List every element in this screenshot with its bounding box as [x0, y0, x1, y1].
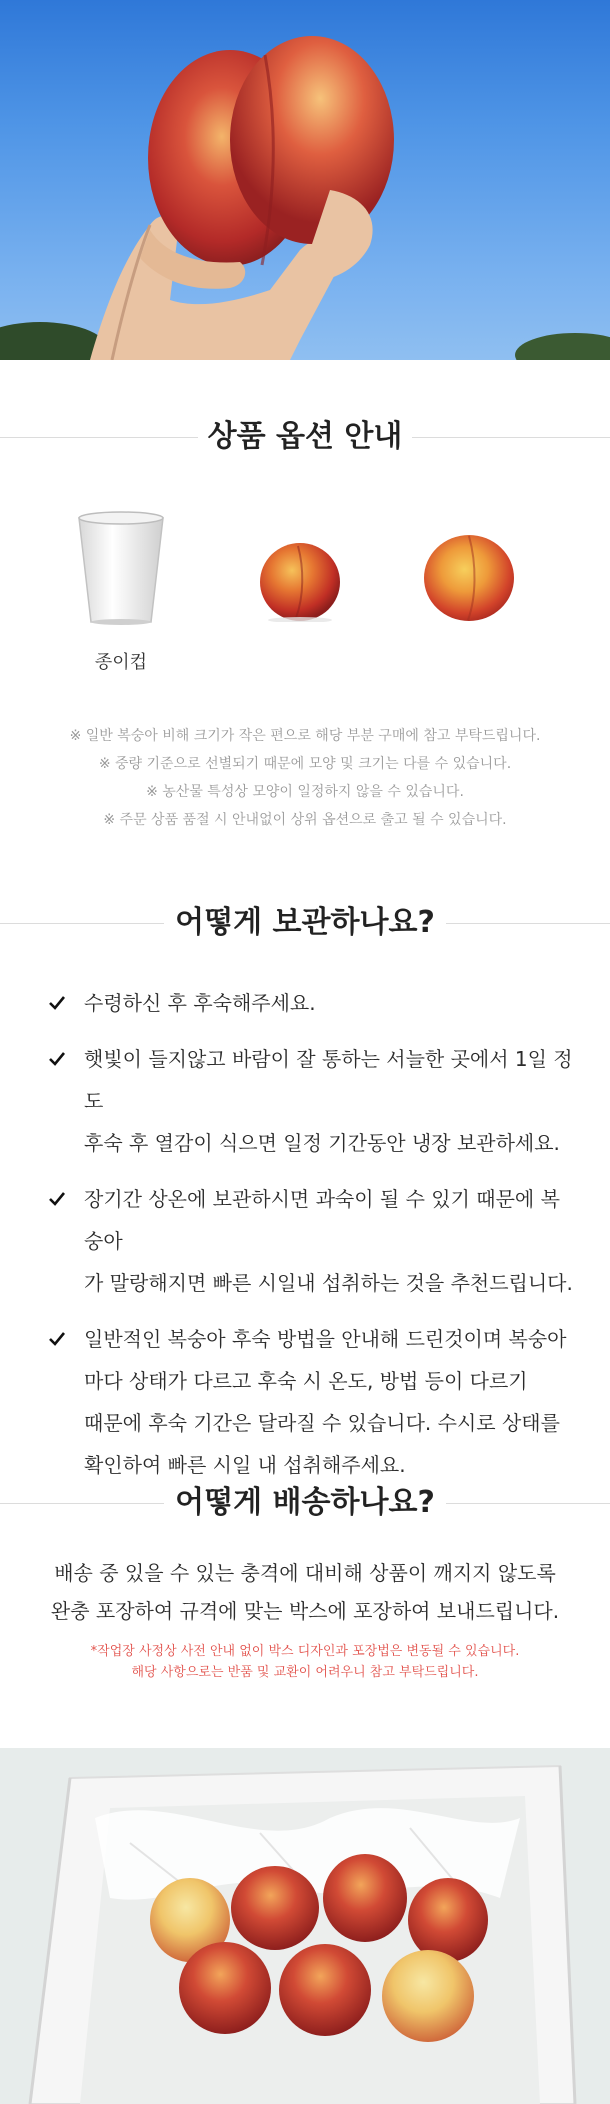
- storage-tip-text: 마다 상태가 다르고 후숙 시 온도, 방법 등이 다르기: [84, 1369, 528, 1393]
- note-line: ※ 농산물 특성상 모양이 일정하지 않을 수 있습니다.: [146, 784, 464, 800]
- large-peach-icon: [422, 530, 516, 624]
- options-notes: [0, 722, 610, 834]
- storage-tip-text: 장기간 상온에 보관하시면 과숙이 될 수 있기 때문에 복숭아: [84, 1187, 560, 1253]
- shipping-notice: [0, 1641, 610, 1683]
- check-icon: [48, 1330, 66, 1348]
- shipping-notice-line: 해당 사항으로는 반품 및 교환이 어려우니 참고 부탁드립니다.: [131, 1665, 479, 1680]
- shipping-line: 완충 포장하여 규격에 맞는 박스에 포장하여 보내드립니다.: [50, 1599, 560, 1623]
- option-label-paper-cup: 종이컵: [94, 652, 148, 673]
- check-icon: [48, 994, 66, 1012]
- note-line: ※ 중량 기준으로 선별되기 때문에 모양 및 크기는 다를 수 있습니다.: [98, 756, 512, 772]
- storage-section-header: [0, 898, 610, 948]
- storage-tip-text: 후숙 후 열감이 식으면 일정 기간동안 냉장 보관하세요.: [84, 1131, 560, 1155]
- shipping-description: [0, 1554, 610, 1630]
- check-icon: [48, 1050, 66, 1068]
- note-line: ※ 일반 복숭아 비해 크기가 작은 편으로 해당 부분 구매에 참고 부탁드립니다.: [69, 728, 541, 744]
- storage-tip-text: 가 말랑해지면 빠른 시일내 섭취하는 것을 추천드립니다.: [84, 1271, 573, 1295]
- storage-tip: [48, 1318, 578, 1486]
- storage-tip-text: 확인하여 빠른 시일 내 섭취해주세요.: [84, 1453, 406, 1477]
- note-line: ※ 주문 상품 품절 시 안내없이 상위 옵션으로 출고 될 수 있습니다.: [103, 812, 507, 828]
- small-peach-icon: [258, 538, 342, 622]
- storage-tip: [48, 1038, 578, 1164]
- storage-tip-text: 수령하신 후 후숙해주세요.: [84, 991, 316, 1015]
- storage-tip-text: 때문에 후숙 기간은 달라질 수 있습니다. 수시로 상태를: [84, 1411, 560, 1435]
- check-icon: [48, 1190, 66, 1208]
- storage-title: 어떻게 보관하나요?: [175, 905, 435, 940]
- storage-tip-text: 일반적인 복숭아 후숙 방법을 안내해 드린것이며 복숭아: [84, 1327, 567, 1351]
- packaging-photo: [0, 1748, 610, 2104]
- shipping-title: 어떻게 배송하나요?: [175, 1485, 435, 1520]
- paper-cup-icon: [75, 510, 167, 628]
- hero-peach-photo: [0, 0, 610, 360]
- storage-tips-list: [48, 982, 578, 1500]
- options-section-header: [0, 412, 610, 462]
- options-title: 상품 옵션 안내: [207, 419, 403, 454]
- storage-tip: [48, 982, 578, 1024]
- shipping-notice-line: *작업장 사정상 사전 안내 없이 박스 디자인과 포장법은 변동될 수 있습니다.: [90, 1644, 520, 1659]
- storage-tip-text: 햇빛이 들지않고 바람이 잘 통하는 서늘한 곳에서 1일 정도: [84, 1047, 573, 1113]
- shipping-line: 배송 중 있을 수 있는 충격에 대비해 상품이 깨지지 않도록: [54, 1561, 556, 1585]
- storage-tip: [48, 1178, 578, 1304]
- shipping-section-header: [0, 1478, 610, 1528]
